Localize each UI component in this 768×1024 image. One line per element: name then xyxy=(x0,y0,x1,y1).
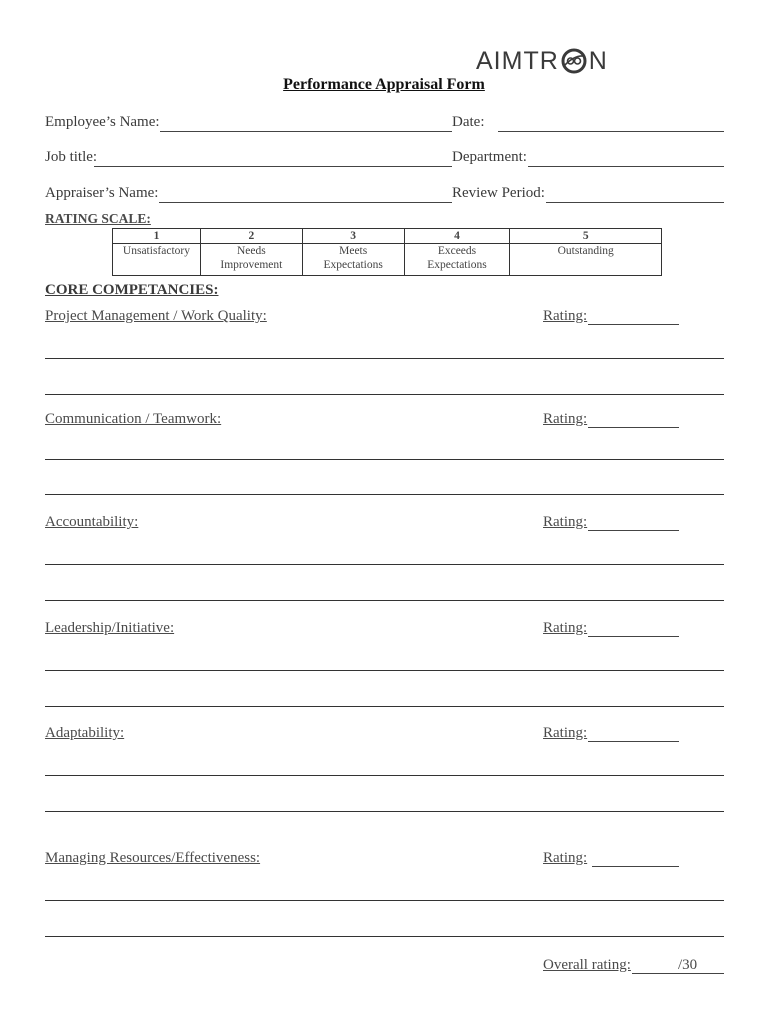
core-competencies-heading: CORE COMPETANCIES: xyxy=(45,282,219,298)
scale-number-5: 5 xyxy=(510,229,662,244)
comment-line-adaptability-2[interactable] xyxy=(45,811,724,812)
form-title: Performance Appraisal Form xyxy=(283,76,485,93)
rating-field-adaptability[interactable] xyxy=(588,741,679,742)
rating-scale-numbers-row xyxy=(113,229,662,244)
comment-line-accountability-1[interactable] xyxy=(45,564,724,565)
competency-label-project-management: Project Management / Work Quality: xyxy=(45,308,267,324)
scale-desc-3-line-1: Meets xyxy=(339,245,368,257)
competency-label-managing-resources: Managing Resources/Effectiveness: xyxy=(45,850,261,866)
scale-desc-5 xyxy=(510,244,662,276)
scale-number-3: 3 xyxy=(302,229,404,244)
rating-label-communication: Rating: xyxy=(543,411,588,427)
rating-label-managing-resources: Rating: xyxy=(543,850,588,866)
competency-label-accountability: Accountability: xyxy=(45,514,139,530)
rating-field-communication[interactable] xyxy=(588,427,679,428)
job-title-field[interactable] xyxy=(94,166,452,167)
rating-label-adaptability: Rating: xyxy=(543,725,588,741)
scale-desc-1-line-1: Unsatisfactory xyxy=(122,245,190,257)
appraiser-name-field[interactable] xyxy=(159,202,452,203)
employee-name-label: Employee’s Name: xyxy=(45,114,160,130)
scale-desc-4-line-1: Exceeds xyxy=(437,245,477,257)
rating-field-accountability[interactable] xyxy=(588,530,679,531)
comment-line-leadership-2[interactable] xyxy=(45,706,724,707)
scale-desc-3-line-2: Expectations xyxy=(323,259,383,271)
rating-scale-descriptions-row xyxy=(113,244,662,276)
comment-line-project-management-1[interactable] xyxy=(45,358,724,359)
comment-line-managing-resources-1[interactable] xyxy=(45,900,724,901)
scale-desc-3 xyxy=(302,244,404,276)
rating-label-leadership: Rating: xyxy=(543,620,588,636)
company-logo xyxy=(476,46,636,76)
rating-field-leadership[interactable] xyxy=(588,636,679,637)
comment-line-accountability-2[interactable] xyxy=(45,600,724,601)
competency-label-leadership: Leadership/Initiative: xyxy=(45,620,175,636)
scale-desc-2-line-2: Improvement xyxy=(220,259,283,271)
scale-desc-2-line-1: Needs xyxy=(236,245,266,257)
logo-text-right: N xyxy=(588,46,608,75)
review-period-field[interactable] xyxy=(546,202,724,203)
employee-name-field[interactable] xyxy=(160,131,452,132)
overall-rating-label: Overall rating: xyxy=(543,957,631,973)
department-field[interactable] xyxy=(528,166,724,167)
scale-number-4: 4 xyxy=(404,229,510,244)
scale-desc-4 xyxy=(404,244,510,276)
scale-desc-5-line-1: Outstanding xyxy=(557,245,614,257)
comment-line-adaptability-1[interactable] xyxy=(45,775,724,776)
scale-desc-2 xyxy=(200,244,302,276)
appraiser-name-label: Appraiser’s Name: xyxy=(45,185,159,201)
rating-label-accountability: Rating: xyxy=(543,514,588,530)
comment-line-managing-resources-2[interactable] xyxy=(45,936,724,937)
overall-rating-max: /30 xyxy=(678,957,698,973)
job-title-label: Job title: xyxy=(45,149,98,165)
department-label: Department: xyxy=(452,149,527,165)
date-label: Date: xyxy=(452,114,485,130)
comment-line-project-management-2[interactable] xyxy=(45,394,724,395)
rating-label-project-management: Rating: xyxy=(543,308,588,324)
comment-line-communication-2[interactable] xyxy=(45,494,724,495)
rating-field-managing-resources[interactable] xyxy=(592,866,679,867)
scale-number-2: 2 xyxy=(200,229,302,244)
competency-label-communication: Communication / Teamwork: xyxy=(45,411,222,427)
rating-scale-heading: RATING SCALE: xyxy=(45,211,151,226)
logo-text-left: AIMTR xyxy=(476,46,559,75)
competency-label-adaptability: Adaptability: xyxy=(45,725,125,741)
comment-line-communication-1[interactable] xyxy=(45,459,724,460)
logo-o-mark-icon xyxy=(560,47,588,75)
comment-line-leadership-1[interactable] xyxy=(45,670,724,671)
date-field[interactable] xyxy=(498,131,724,132)
review-period-label: Review Period: xyxy=(452,185,545,201)
scale-desc-1 xyxy=(113,244,201,276)
rating-field-project-management[interactable] xyxy=(588,324,679,325)
rating-scale-table xyxy=(112,228,662,276)
scale-desc-4-line-2: Expectations xyxy=(427,259,487,271)
scale-number-1: 1 xyxy=(113,229,201,244)
